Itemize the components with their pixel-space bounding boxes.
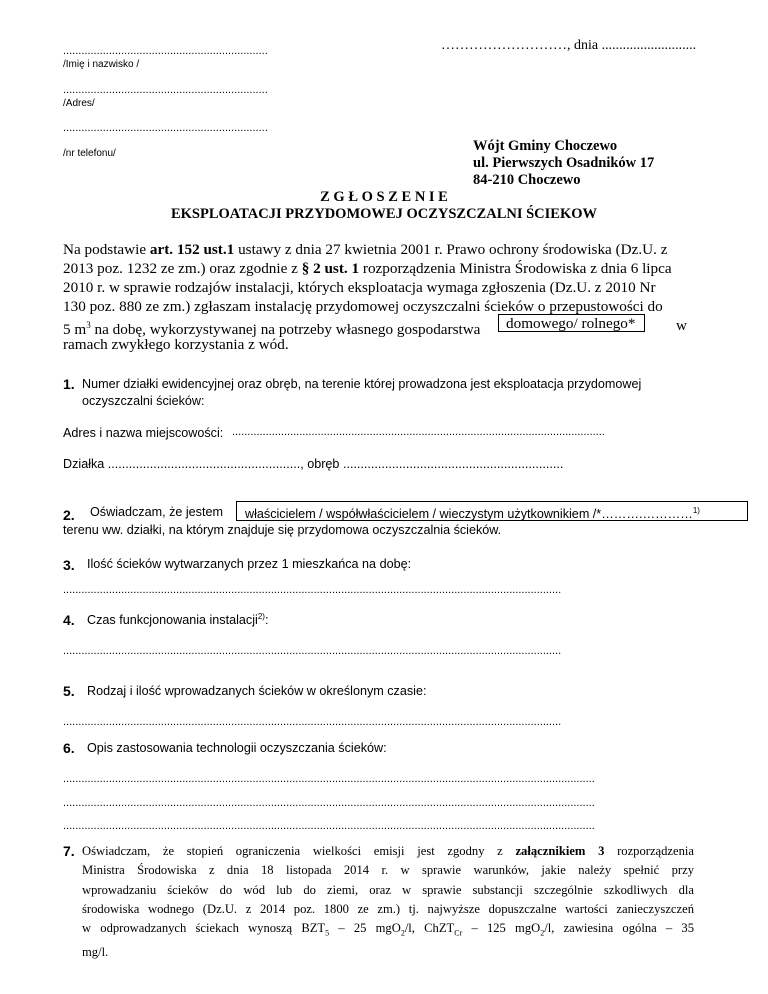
phone-label: /nr telefonu/ <box>63 148 116 159</box>
q1-plot-field[interactable]: Działka ......................................................., obręb ............................................................... <box>63 457 564 471</box>
household-type-option-box[interactable]: domowego/ rolnego* <box>498 314 645 332</box>
intro-line4: 130 poz. 880 ze zm.) zgłaszam instalację przydomowej oczyszczalni ścieków o przepustowości do <box>63 298 663 315</box>
q3-answer-field[interactable]: ................................................................................................................................................................... <box>63 584 562 596</box>
q7-number: 7. <box>63 843 75 859</box>
intro-line5: 5 $m^3$ na dobę, wykorzystywanej na potrzeby własnego gospodarstwa <box>63 320 481 339</box>
phone-dots[interactable]: ................................................................... <box>63 122 268 134</box>
place-date-field[interactable]: ………………………, dnia ........................... <box>441 38 697 53</box>
q6-text: Opis zastosowania technologii oczyszczania ścieków: <box>87 741 387 755</box>
q1-text-line2: oczyszczalni ścieków: <box>82 394 205 408</box>
intro-line1: Na podstawie art. 152 ust.1 ustawy z dnia 27 kwietnia 2001 r. Prawo ochrony środowiska (Dz.U. z <box>63 241 668 258</box>
q3-number: 3. <box>63 557 75 573</box>
q4-number: 4. <box>63 612 75 628</box>
q1-address-label: Adres i nazwa miejscowości: <box>63 426 224 440</box>
address-dots[interactable]: ................................................................... <box>63 84 268 96</box>
q4-answer-field[interactable]: ................................................................................................................................................................... <box>63 645 562 657</box>
q6-answer-field-3[interactable]: .............................................................................................................................................................................. <box>63 820 595 832</box>
address-label: /Adres/ <box>63 98 95 109</box>
title-line1: Z G Ł O S Z E N I E <box>320 189 448 205</box>
recipient-line3: 84-210 Choczewo <box>473 172 581 188</box>
q3-text: Ilość ścieków wytwarzanych przez 1 mieszkańca na dobę: <box>87 557 412 571</box>
q5-text: Rodzaj i ilość wprowadzanych ścieków w określonym czasie: <box>87 684 427 698</box>
intro-line3: 2010 r. w sprawie rodzajów instalacji, których eksploatacja wymaga zgłoszenia (Dz.U. z 2010 Nr <box>63 279 656 296</box>
title-line2: EKSPLOATACJI PRZYDOMOWEJ OCZYSZCZALNI ŚCIEKOW <box>170 206 598 222</box>
q2-line2: terenu ww. działki, na którym znajduje się przydomowa oczyszczalnia ścieków. <box>63 523 502 537</box>
intro-line6: ramach zwykłego korzystania z wód. <box>63 336 289 353</box>
q2-number: 2. <box>63 507 75 523</box>
q1-number: 1. <box>63 376 75 392</box>
q1-text-line1: Numer działki ewidencyjnej oraz obręb, na terenie której prowadzona jest eksploatacja przydomowej <box>82 377 642 391</box>
name-label: /Imię i nazwisko / <box>63 59 140 70</box>
q1-address-field[interactable]: .......................................................................................................................... <box>232 426 605 438</box>
recipient-line2: ul. Pierwszych Osadników 17 <box>473 155 655 171</box>
recipient-line1: Wójt Gminy Choczewo <box>473 138 618 154</box>
q5-answer-field[interactable]: ................................................................................................................................................................... <box>63 716 562 728</box>
q2-text: Oświadczam, że jestem <box>90 505 223 519</box>
name-dots[interactable]: ................................................................... <box>63 45 268 57</box>
intro-line5-end: w <box>676 317 687 334</box>
q6-number: 6. <box>63 740 75 756</box>
intro-line2: 2013 poz. 1232 ze zm.) oraz zgodnie z § 2 ust. 1 rozporządzenia Ministra Środowiska z dnia 6 lipca <box>63 260 672 277</box>
ownership-option-box[interactable]: właścicielem / współwłaścicielem / wieczystym użytkownikiem /*……….…………$^{1)}$ <box>236 501 748 521</box>
q5-number: 5. <box>63 683 75 699</box>
q7-text: Oświadczam, że stopień ograniczenia wielkości emisji jest zgodny z załącznikiem 3 rozporządzenia Ministra Środowiska z dnia 18 listopada 2014 r. w sprawie warunków, jakie należy spełnić przy wprowadzaniu ścieków do wód lub do ziemi, oraz w sprawie substancji szczególnie szkodliwych dla środowiska wodnego (Dz.U. z 2014 poz. 1800 ze zm.) tj. najwyższe dopuszczalne wartości zanieczyszczeń w odprowadzanych ściekach wynoszą $BZT_5 - 25$ mgO$_2$/l, ChZT$_{Cr}$ – 125 mgO$_2$/l, zawiesina ogólna – 35 mg/l. <box>82 844 694 959</box>
q6-answer-field-2[interactable]: .............................................................................................................................................................................. <box>63 797 595 809</box>
q6-answer-field-1[interactable]: .............................................................................................................................................................................. <box>63 773 595 785</box>
q4-text: Czas funkcjonowania instalacji$^{2)}$: <box>87 612 269 628</box>
